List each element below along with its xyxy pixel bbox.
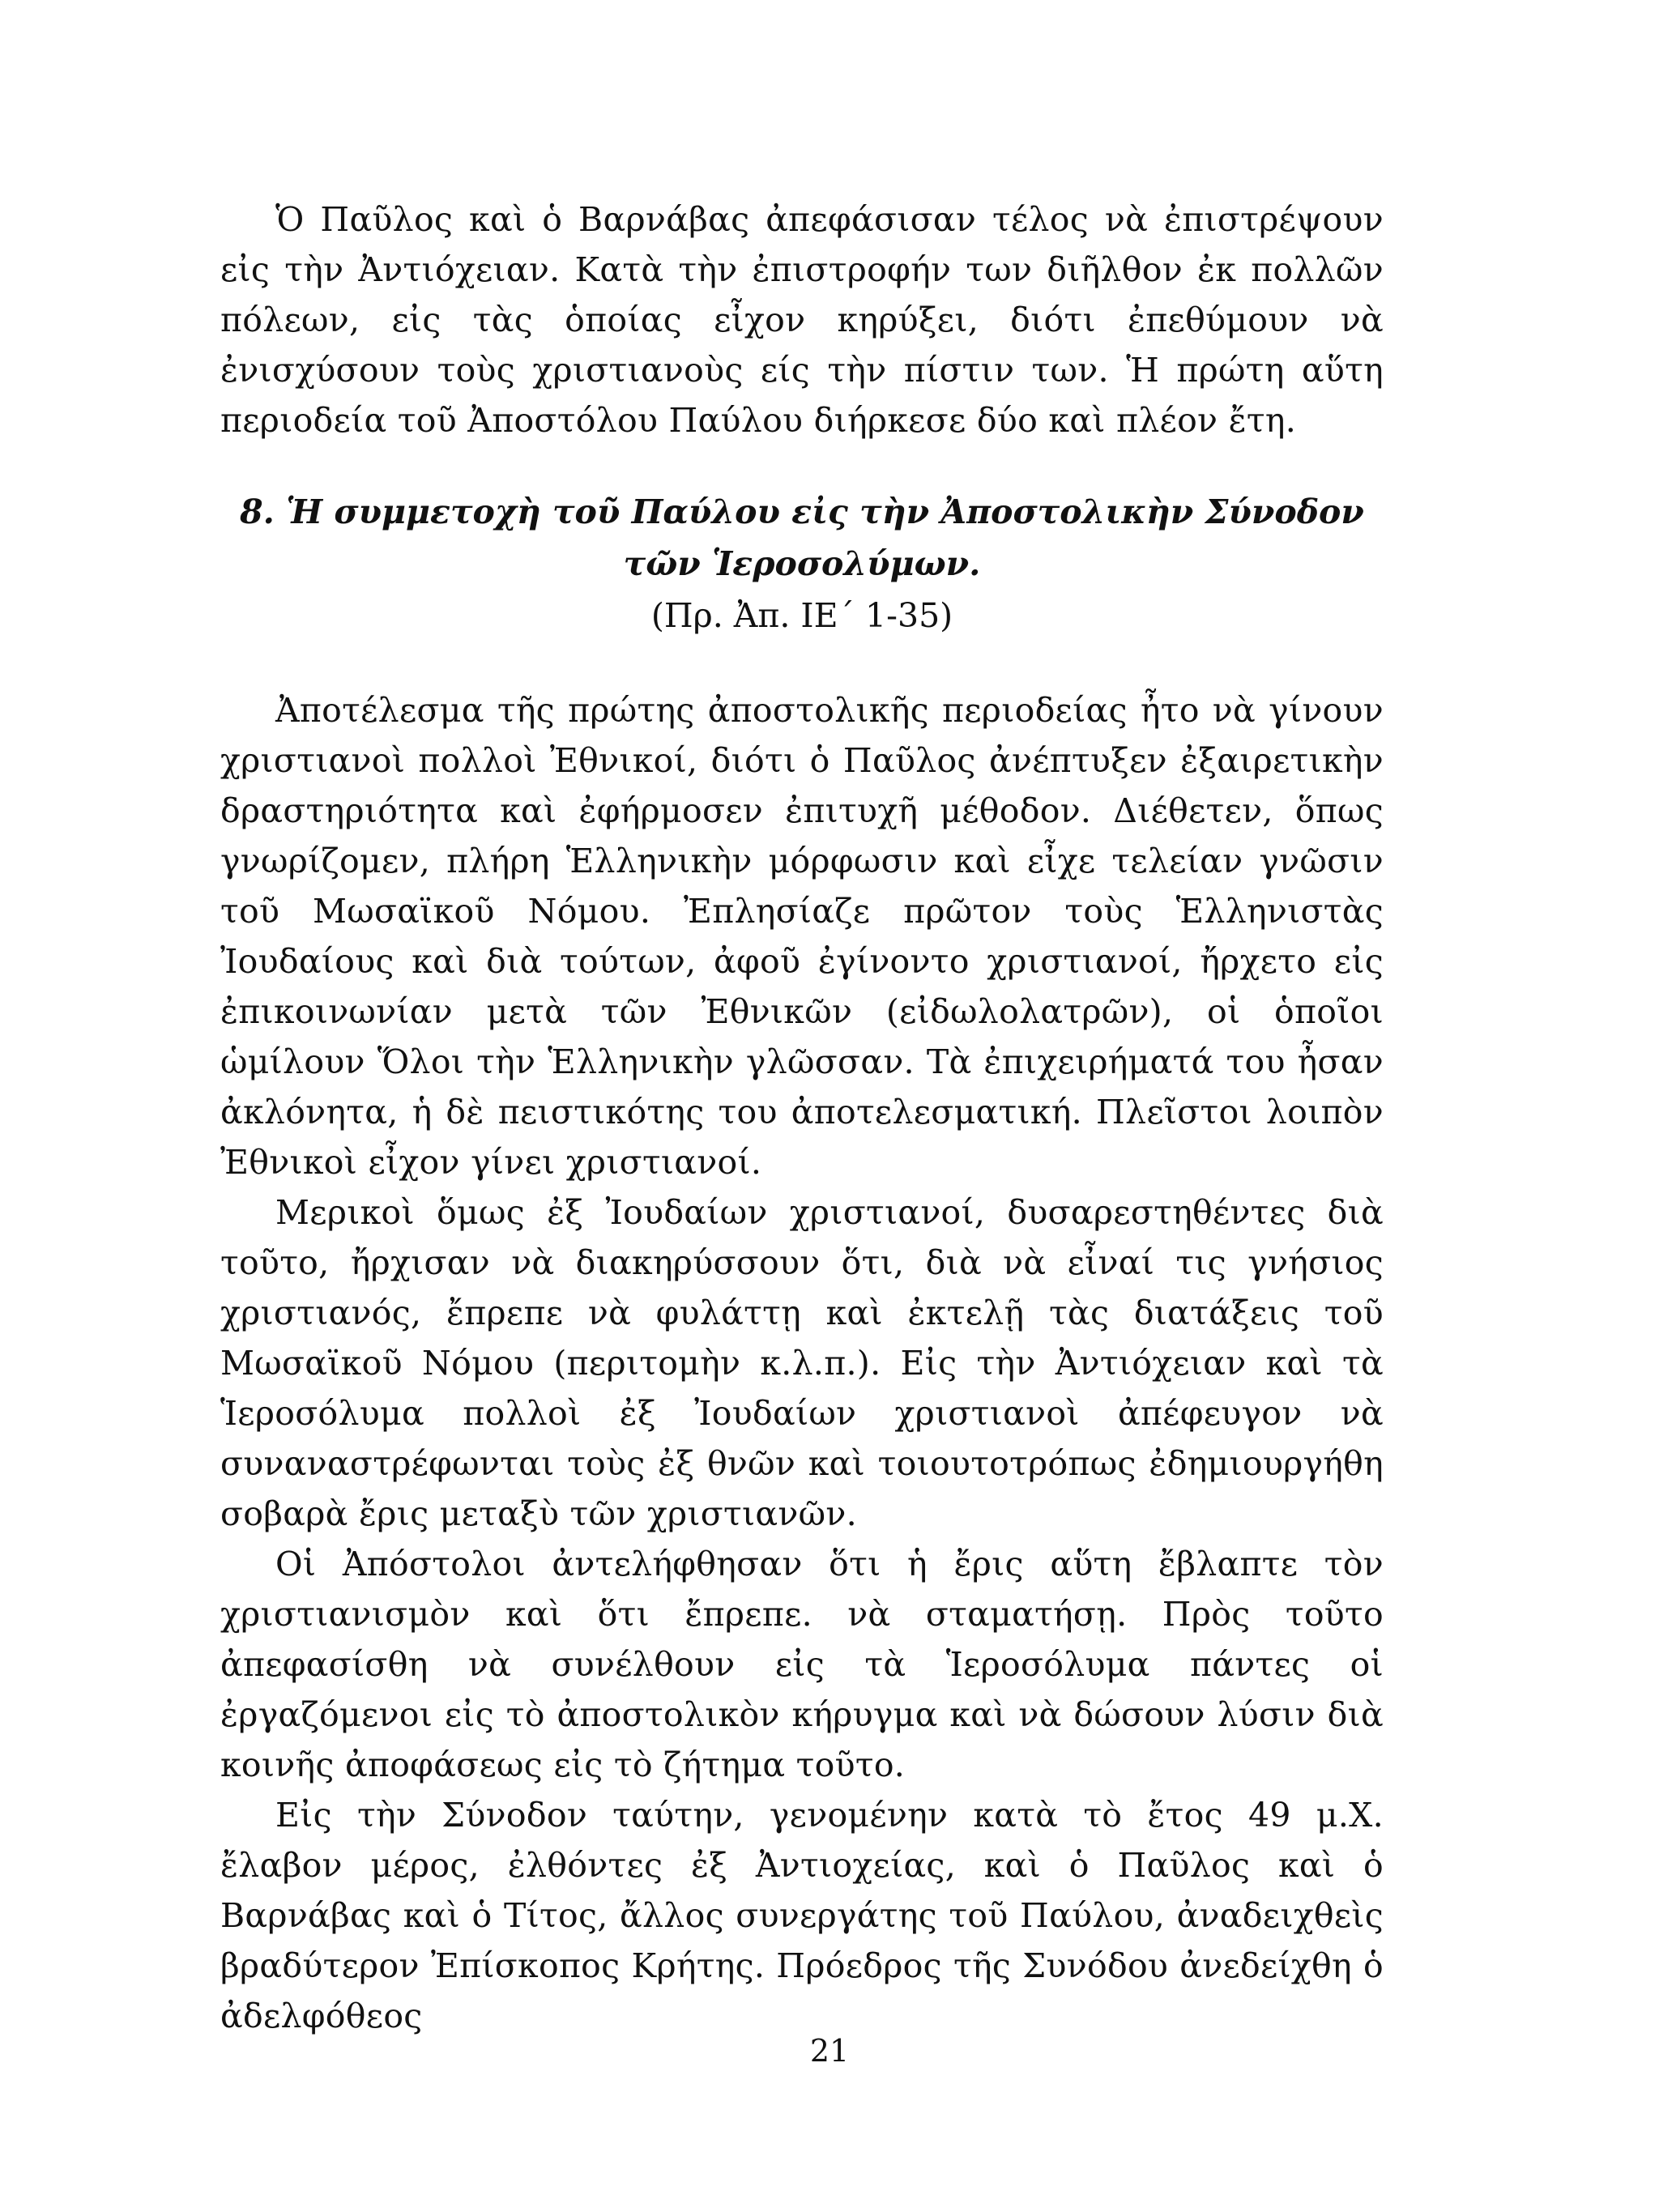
paragraph: Μερικοὶ ὅμως ἐξ Ἰουδαίων χριστιανοί, δυσαρεστηθέντες διὰ τοῦτο, ἤρχισαν νὰ διακηρύσσουν ὅτι, διὰ νὰ εἶναί τις γνήσιος χριστιανός, ἔπρεπε νὰ φυλάττῃ καὶ ἐκτελῇ τὰς διατάξεις τοῦ Μωσαϊκοῦ Νόμου (περιτομὴν κ.λ.π.). Εἰς τὴν Ἀντιόχειαν καὶ τὰ Ἱεροσόλυμα πολλοὶ ἐξ Ἰουδαίων χριστιανοὶ ἀπέφευγον νὰ συναναστρέφωνται τοὺς ἐξ θνῶν καὶ τοιουτοτρόπως ἐδημιουργήθη σοβαρὰ ἔρις μεταξὺ τῶν χριστιανῶν. — [220, 1193, 1384, 1533]
paragraph: Ὁ Παῦλος καὶ ὁ Βαρνάβας ἀπεφάσισαν τέλος νὰ ἐπιστρέψουν εἰς τὴν Ἀντιόχειαν. Κατὰ τὴν ἐπιστροφήν των διῆλθον ἐκ πολλῶν πόλεων, εἰς τὰς ὁποίας εἶχον κηρύξει, διότι ἐπεθύμουν νὰ ἐνισχύσουν τοὺς χριστιανοὺς είς τὴν πίστιν των. Ἡ πρώτη αὕτη περιοδεία τοῦ Ἀποστόλου Παύλου διήρκεσε δύο καὶ πλέον ἔτη. — [220, 200, 1384, 440]
body-text — [220, 685, 1384, 2041]
intro-paragraph-block — [220, 194, 1384, 445]
paragraph: Ἀποτέλεσμα τῆς πρώτης ἀποστολικῆς περιοδείας ἦτο νὰ γίνουν χριστιανοὶ πολλοὶ Ἐθνικοί, διότι ὁ Παῦλος ἀνέπτυξεν ἐξαιρετικὴν δραστηριότητα καὶ ἐφήρμοσεν ἐπιτυχῆ μέθοδον. Διέθετεν, ὅπως γνωρίζομεν, πλήρη Ἑλληνικὴν μόρφωσιν καὶ εἶχε τελείαν γνῶσιν τοῦ Μωσαϊκοῦ Νόμου. Ἐπλησίαζε πρῶτον τοὺς Ἑλληνιστὰς Ἰουδαίους καὶ διὰ τούτων, ἀφοῦ ἐγίνοντο χριστιανοί, ἤρχετο εἰς ἐπικοινωνίαν μετὰ τῶν Ἐθνικῶν (εἰδωλολατρῶν), οἱ ὁποῖοι ὡμίλουν Ὅλοι τὴν Ἑλληνικὴν γλῶσσαν. Τὰ ἐπιχειρήματά του ἦσαν ἀκλόνητα, ἡ δὲ πειστικότης του ἀποτελεσματική. Πλεῖστοι λοιπὸν Ἐθνικοὶ εἶχον γίνει χριστιανοί. — [220, 691, 1384, 1182]
section-heading — [220, 486, 1384, 641]
paragraph: Εἰς τὴν Σύνοδον ταύτην, γενομένην κατὰ τὸ ἔτος 49 μ.Χ. ἔλαβον μέρος, ἐλθόντες ἐξ Ἀντιοχείας, καὶ ὁ Παῦλος καὶ ὁ Βαρνάβας καὶ ὁ Τίτος, ἄλλος συνεργάτης τοῦ Παύλου, ἀναδειχθεὶς βραδύτερον Ἐπίσκοπος Κρήτης. Πρόεδρος τῆς Συνόδου ἀνεδείχθη ὁ ἀδελφόθεος — [220, 1796, 1384, 2035]
scripture-reference: (Πρ. Ἀπ. ΙΕ΄ 1-35) — [650, 596, 953, 635]
section-title-line-2: τῶν Ἱεροσολύμων. — [623, 544, 981, 583]
page-number: 21 — [809, 2033, 850, 2069]
section-title-line-1: 8. Ἡ συμμετοχὴ τοῦ Παύλου εἰς τὴν Ἀποστολικὴν Σύνοδον — [240, 492, 1364, 531]
paragraph: Οἱ Ἀπόστολοι ἀντελήφθησαν ὅτι ἡ ἔρις αὕτη ἔβλαπτε τὸν χριστιανισμὸν καὶ ὅτι ἔπρεπε. νὰ σταματήσῃ. Πρὸς τοῦτο ἀπεφασίσθη νὰ συνέλθουν εἰς τὰ Ἱεροσόλυμα πάντες οἱ ἐργαζόμενοι εἰς τὸ ἀποστολικὸν κήρυγμα καὶ νὰ δώσουν λύσιν διὰ κοινῆς ἀποφάσεως εἰς τὸ ζήτημα τοῦτο. — [220, 1545, 1384, 1784]
